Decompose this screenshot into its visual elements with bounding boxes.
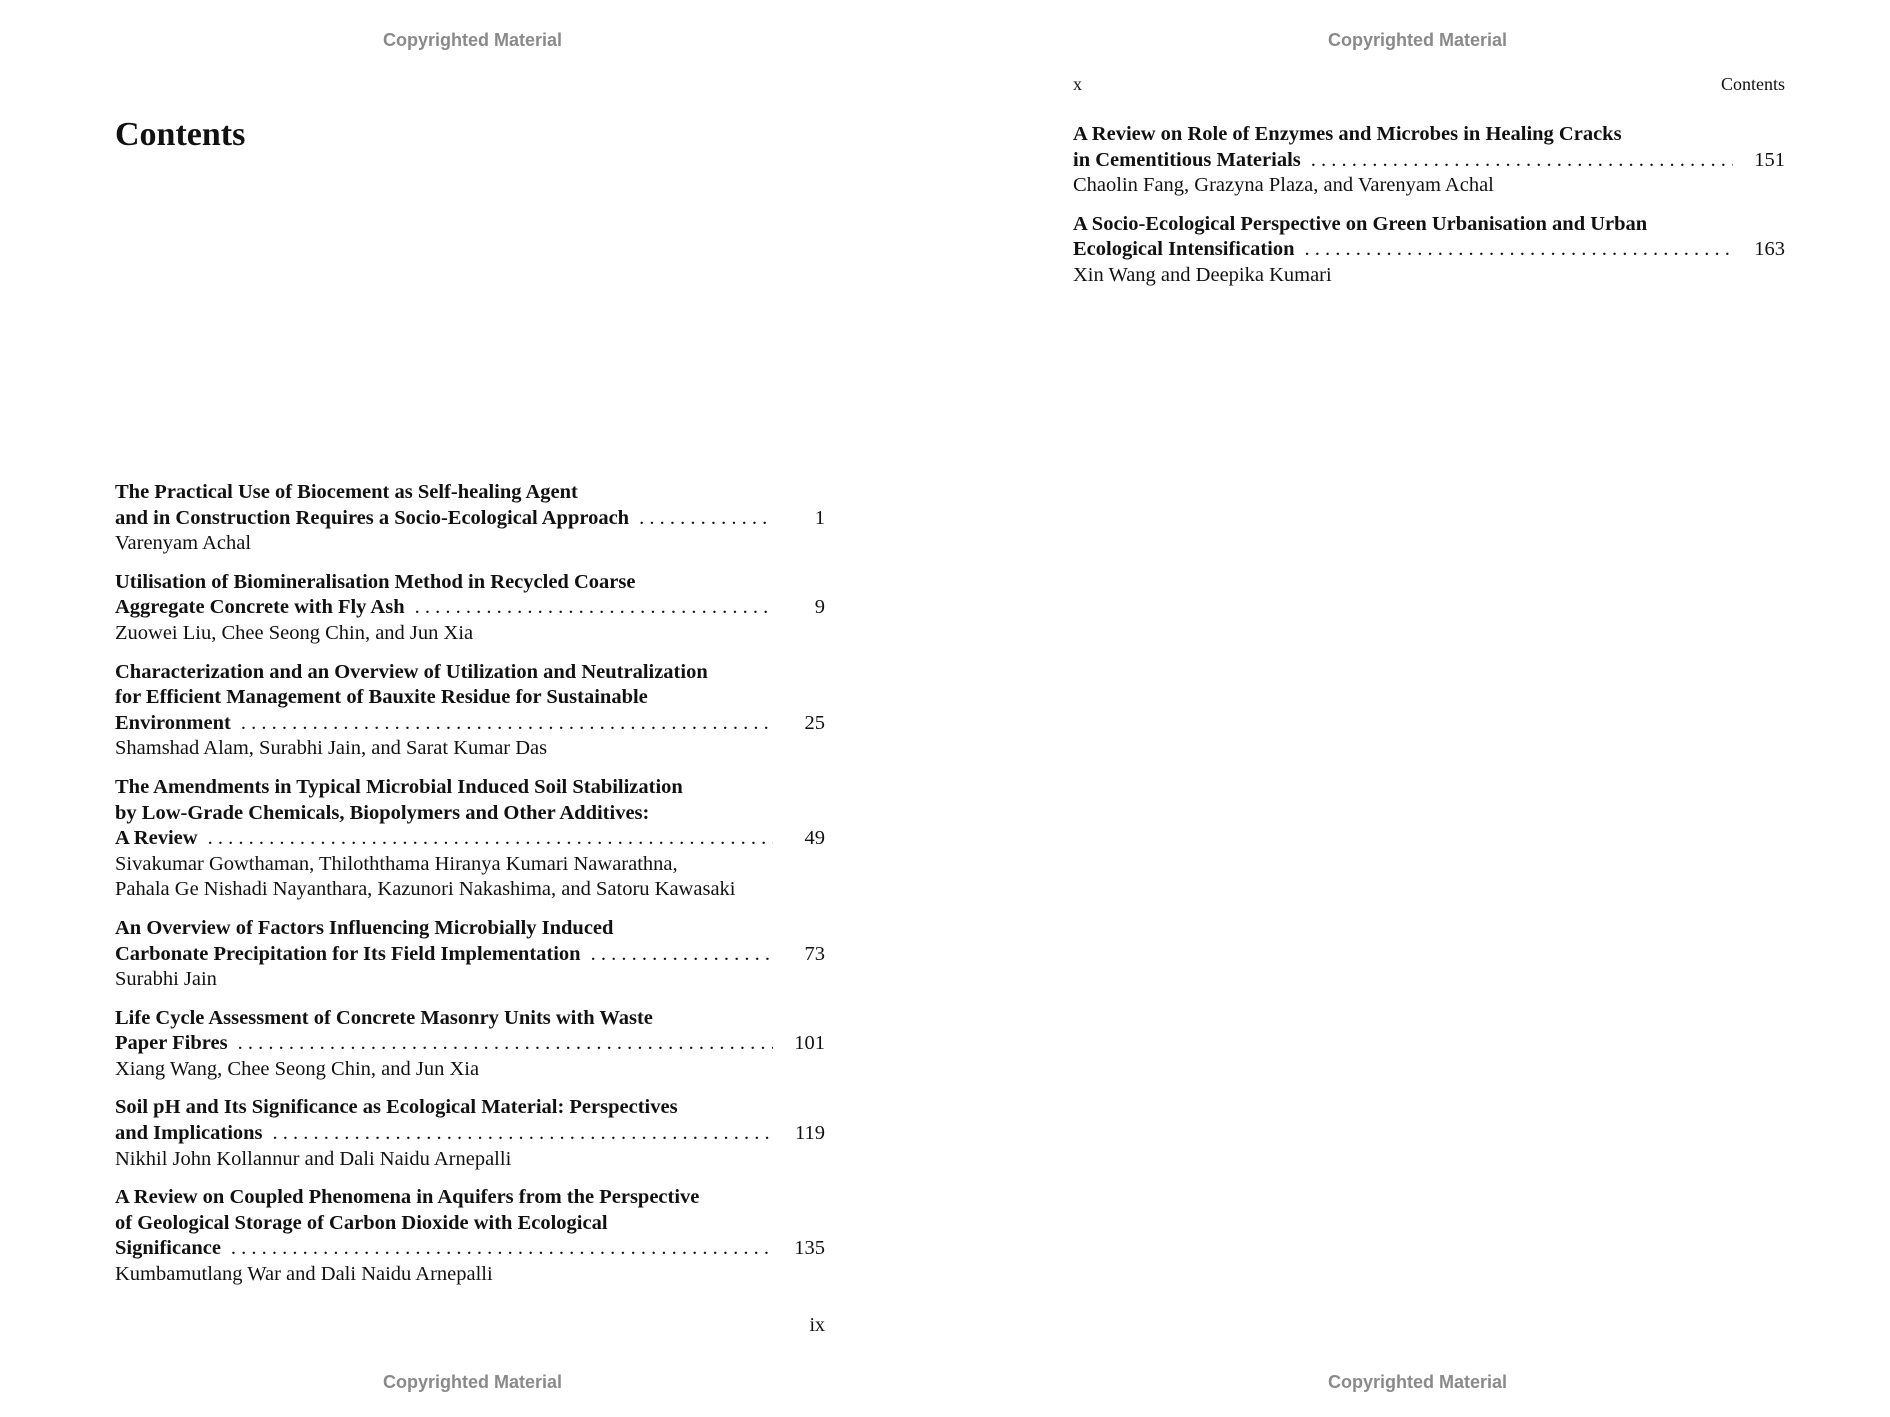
toc-entry-authors bbox=[1073, 173, 1785, 199]
toc-entry-title bbox=[115, 570, 825, 621]
author-line: Chaolin Fang, Grazyna Plaza, and Varenyam Achal bbox=[1073, 174, 1494, 197]
toc-entry[interactable] bbox=[115, 660, 825, 762]
toc-entry[interactable] bbox=[1073, 212, 1785, 289]
toc-title-line: A Review on Coupled Phenomena in Aquifers from the Perspective bbox=[115, 1186, 700, 1209]
toc-page-number: 101 bbox=[794, 1032, 825, 1055]
toc-entry-title bbox=[115, 1095, 825, 1146]
toc-entry-authors bbox=[115, 852, 825, 903]
toc-title-line: Carbonate Precipitation for Its Field Implementation bbox=[115, 942, 581, 965]
toc-entry-authors bbox=[115, 967, 825, 993]
author-line: Xiang Wang, Chee Seong Chin, and Jun Xia bbox=[115, 1057, 480, 1080]
table-of-contents bbox=[115, 480, 825, 1301]
toc-page-number: 119 bbox=[795, 1122, 825, 1145]
toc-entry[interactable] bbox=[115, 1006, 825, 1083]
toc-title-line: An Overview of Factors Influencing Microbially Induced bbox=[115, 916, 614, 939]
toc-entry[interactable] bbox=[115, 1185, 825, 1287]
toc-title-line: Soil pH and Its Significance as Ecological Material: Perspectives bbox=[115, 1096, 678, 1119]
toc-title-line: The Practical Use of Biocement as Self-healing Agent bbox=[115, 481, 578, 503]
running-head-page-number: x bbox=[1073, 74, 1082, 94]
page-title: Contents bbox=[115, 116, 246, 153]
toc-title-line: Life Cycle Assessment of Concrete Masonry Units with Waste bbox=[115, 1006, 653, 1029]
toc-title-line: and in Construction Requires a Socio-Ecological Approach bbox=[115, 506, 630, 529]
author-line: Varenyam Achal bbox=[115, 532, 252, 555]
dot-leader bbox=[1305, 237, 1733, 263]
toc-entry[interactable] bbox=[115, 775, 825, 903]
author-line: Sivakumar Gowthaman, Thiloththama Hiranya Kumari Nawarathna, bbox=[115, 852, 678, 875]
dot-leader bbox=[238, 1031, 773, 1057]
author-line: Shamshad Alam, Surabhi Jain, and Sarat Kumar Das bbox=[115, 737, 548, 760]
toc-entry[interactable] bbox=[115, 1095, 825, 1172]
dot-leader bbox=[591, 942, 773, 968]
author-line: Nikhil John Kollannur and Dali Naidu Arnepalli bbox=[115, 1147, 512, 1170]
running-head-title: Contents bbox=[1720, 74, 1785, 94]
toc-title-line: in Cementitious Materials bbox=[1073, 148, 1301, 171]
author-line: Kumbamutlang War and Dali Naidu Arnepalli bbox=[115, 1263, 493, 1286]
toc-page-number: 9 bbox=[814, 596, 825, 619]
dot-leader bbox=[1311, 148, 1733, 174]
dot-leader bbox=[639, 506, 773, 532]
toc-entry-title bbox=[1073, 122, 1785, 173]
author-line: Pahala Ge Nishadi Nayanthara, Kazunori Nakashima, and Satoru Kawasaki bbox=[115, 878, 736, 901]
dot-leader bbox=[208, 826, 773, 852]
page-number: ix bbox=[809, 1314, 825, 1336]
toc-title-line: Utilisation of Biomineralisation Method in Recycled Coarse bbox=[115, 570, 636, 593]
author-line: Xin Wang and Deepika Kumari bbox=[1073, 263, 1332, 286]
dot-leader bbox=[231, 1236, 773, 1262]
toc-entry[interactable] bbox=[115, 570, 825, 647]
toc-entry[interactable] bbox=[115, 480, 825, 557]
toc-entry-title bbox=[115, 1185, 825, 1262]
author-line: Zuowei Liu, Chee Seong Chin, and Jun Xia bbox=[115, 621, 474, 644]
toc-title-line: Paper Fibres bbox=[115, 1032, 228, 1055]
right-page bbox=[945, 0, 1890, 1417]
watermark-bottom: Copyrighted Material bbox=[1327, 1372, 1508, 1392]
toc-title-line: Characterization and an Overview of Utilization and Neutralization bbox=[115, 660, 708, 683]
toc-title-line: Aggregate Concrete with Fly Ash bbox=[115, 596, 405, 619]
toc-title-line: for Efficient Management of Bauxite Residue for Sustainable bbox=[115, 686, 648, 709]
watermark-bottom: Copyrighted Material bbox=[382, 1372, 563, 1392]
toc-entry-title bbox=[115, 916, 825, 967]
toc-entry-authors bbox=[115, 1147, 825, 1173]
watermark-top: Copyrighted Material bbox=[382, 30, 563, 50]
toc-entry[interactable] bbox=[115, 916, 825, 993]
toc-entry-title bbox=[115, 480, 825, 531]
toc-page-number: 151 bbox=[1754, 148, 1785, 171]
toc-title-line: A Review bbox=[115, 827, 198, 850]
toc-title-line: A Review on Role of Enzymes and Microbes in Healing Cracks bbox=[1073, 123, 1622, 145]
toc-title-line: The Amendments in Typical Microbial Induced Soil Stabilization bbox=[115, 775, 683, 798]
toc-title-line: by Low-Grade Chemicals, Biopolymers and Other Additives: bbox=[115, 801, 650, 824]
table-of-contents bbox=[1073, 122, 1785, 302]
toc-page-number: 1 bbox=[814, 506, 825, 529]
toc-entry-authors bbox=[115, 736, 825, 762]
toc-page-number: 25 bbox=[804, 711, 825, 734]
toc-page-number: 73 bbox=[804, 942, 825, 965]
toc-entry-authors bbox=[115, 1057, 825, 1083]
toc-entry-title bbox=[1073, 212, 1785, 263]
toc-title-line: Environment bbox=[115, 711, 231, 734]
toc-title-line: A Socio-Ecological Perspective on Green Urbanisation and Urban bbox=[1073, 212, 1648, 235]
toc-entry-title bbox=[115, 660, 825, 737]
author-line: Surabhi Jain bbox=[115, 968, 217, 991]
toc-entry-title bbox=[115, 775, 825, 852]
toc-title-line: and Implications bbox=[115, 1122, 263, 1145]
toc-entry-authors bbox=[115, 621, 825, 647]
toc-page-number: 163 bbox=[1754, 238, 1785, 261]
toc-entry-authors bbox=[115, 1262, 825, 1288]
dot-leader bbox=[273, 1121, 773, 1147]
toc-entry-title bbox=[115, 1006, 825, 1057]
toc-page-number: 135 bbox=[794, 1237, 825, 1260]
toc-page-number: 49 bbox=[804, 827, 825, 850]
watermark-top: Copyrighted Material bbox=[1327, 30, 1508, 50]
toc-entry-authors bbox=[1073, 263, 1785, 289]
dot-leader bbox=[241, 711, 773, 737]
toc-entry[interactable] bbox=[1073, 122, 1785, 199]
toc-entry-authors bbox=[115, 531, 825, 557]
toc-title-line: of Geological Storage of Carbon Dioxide with Ecological bbox=[115, 1211, 608, 1234]
toc-title-line: Ecological Intensification bbox=[1073, 238, 1295, 261]
dot-leader bbox=[415, 595, 773, 621]
toc-title-line: Significance bbox=[115, 1237, 221, 1260]
